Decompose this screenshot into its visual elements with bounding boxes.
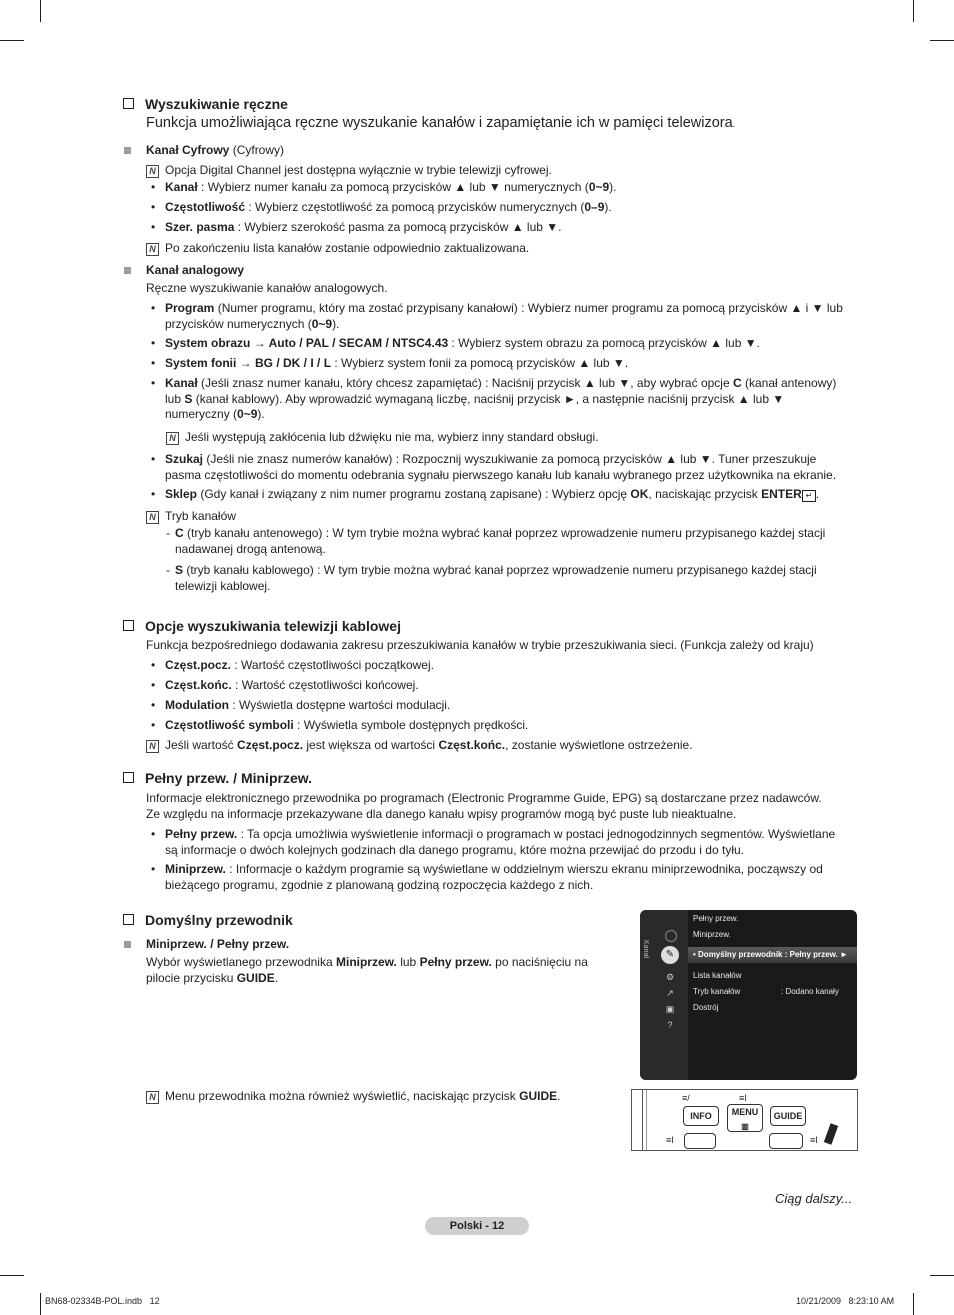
menu-item-full-guide[interactable]: Pełny przew. (693, 914, 739, 923)
note-icon: N (146, 511, 159, 524)
subtitle-icon: ≡/ (682, 1093, 690, 1103)
square-bullet-icon (124, 147, 131, 154)
analog-note: Jeśli występują zakłócenia lub dźwięku nie ma, wybierz inny standard obsługi. (185, 430, 599, 444)
crop-mark (0, 40, 24, 41)
default-guide-heading: Miniprzew. / Pełny przew. (146, 937, 290, 951)
section-title-text: Domyślny przewodnik (145, 912, 293, 928)
crop-mark (913, 0, 914, 22)
checkbox-bullet-icon (123, 772, 134, 783)
crop-mark (40, 1293, 41, 1315)
menu-item-channel-list[interactable]: Lista kanałów (693, 971, 742, 980)
subtitle-text: Funkcja umożliwiająca ręczne wyszukanie kanałów i zapamiętanie ich w pamięci telewizora (146, 115, 733, 131)
note-icon: N (146, 243, 159, 256)
tools-button[interactable] (684, 1133, 716, 1149)
dash-icon: - (166, 526, 170, 540)
note-icon: N (146, 1091, 159, 1104)
footer-file-info: BN68-02334B-POL.indb 12 (45, 1296, 160, 1306)
checkbox-bullet-icon (123, 98, 134, 109)
continued-label: Ciąg dalszy... (775, 1191, 853, 1206)
item-start-freq: Częst.pocz. : Wartość częstotliwości początkowej. (165, 658, 434, 672)
section-title-text: Pełny przew. / Miniprzew. (145, 770, 312, 786)
checkbox-bullet-icon (123, 620, 134, 631)
crop-mark (0, 1275, 24, 1276)
application-icon: ▣ (665, 1004, 675, 1014)
crop-mark (930, 1275, 954, 1276)
bullet-icon: • (151, 487, 156, 501)
note-icon: N (146, 165, 159, 178)
item-program: Program (Numer programu, który ma zostać przypisany kanałowi) : Wybierz numer programu za pomocą przycisków ▲ i ▼ lub przycisków numerycznych (0~9). (165, 301, 843, 331)
mode-s: S (tryb kanału kablowego) : W tym trybie można wybrać kanał poprzez wprowadzenie numeru przypisanego każdej stacji telewizji kablowej. (175, 563, 817, 593)
digital-note-1: Opcja Digital Channel jest dostępna wyłącznie w trybie telewizji cyfrowej. (165, 163, 552, 177)
digital-note-2: Po zakończeniu lista kanałów zostanie odpowiednio zaktualizowana. (165, 241, 530, 255)
bullet-icon: • (151, 180, 156, 194)
remote-control-illustration (631, 1089, 858, 1151)
menu-button[interactable]: MENU ▥ (727, 1104, 763, 1132)
bullet-icon: • (151, 336, 156, 350)
text-icon: ≡I (739, 1093, 747, 1103)
menu-item-channel-mode[interactable]: Tryb kanałów (693, 987, 741, 996)
note-icon: N (166, 432, 179, 445)
pointer-hand-icon (824, 1123, 838, 1145)
bullet-icon: • (151, 301, 156, 315)
remote-edge (642, 1090, 643, 1150)
item-search: Szukaj (Jeśli nie znasz numerów kanałów) : Rozpocznij wyszukiwanie za pomocą przycisków ▲ lub ▼. Tuner przeszukuje pasma częstotliwości do momentu odebrania sygnału pierwszego kanału lub kanału wybranego przez użytkownika na ekranie. (165, 452, 837, 482)
bullet-icon: • (151, 356, 156, 370)
section-title-guide-types (123, 770, 312, 786)
item-frequency: Częstotliwość : Wybierz częstotliwość za pomocą przycisków numerycznych (0–9). (165, 200, 612, 214)
item-sound-system: System fonii → BG / DK / I / L : Wybierz system fonii za pomocą przycisków ▲ lub ▼. (165, 356, 629, 370)
cable-description: Funkcja bezpośredniego dodawania zakresu przeszukiwania kanałów w trybie przeszukiwania sieci. (Funkcja zależy od kraju) (146, 638, 814, 652)
menu-grid-icon: ▥ (741, 1122, 749, 1131)
item-analog-channel: Kanał (Jeśli znasz numer kanału, który chcesz zapamiętać) : Naciśnij przycisk ▲ lub ▼, aby wybrać opcje C (kanał antenowy) lub S (kanał kablowy). Aby wprowadzić wymaganą liczbę, naciśnij przycisk ►, a następnie naciśnij przycisk ▲ lub ▼ numeryczny (0~9). (165, 376, 837, 421)
guide-button[interactable]: GUIDE (770, 1106, 806, 1126)
bullet-icon: • (151, 376, 156, 390)
crop-mark (913, 1293, 914, 1315)
epg-description: Informacje elektronicznego przewodnika po programach (Electronic Programme Guide, EPG) są dostarczane przez nadawców. Ze względu na informacje przekazywane dla danego kanału wpisy programów mogą być puste lub nieaktualne. (146, 791, 822, 821)
square-bullet-icon (124, 267, 131, 274)
footer-timestamp: 10/21/2009 8:23:10 AM (796, 1296, 895, 1306)
crop-mark (40, 0, 41, 22)
bullet-icon: • (151, 658, 156, 672)
enter-icon: ↵ (802, 490, 816, 502)
menu-item-fine-tune[interactable]: Dostrój (693, 1003, 719, 1012)
bullet-icon: • (151, 862, 156, 876)
item-modulation: Modulation : Wyświetla dostępne wartości modulacji. (165, 698, 451, 712)
analog-channel-heading: Kanał analogowy (146, 263, 245, 277)
channel-icon: ✎ (661, 946, 679, 964)
bullet-icon: • (151, 200, 156, 214)
page-number: Polski - 12 (425, 1217, 529, 1235)
menu-category-label: Kanał (642, 940, 649, 958)
section-title-cable-search (123, 618, 401, 634)
analog-description: Ręczne wyszukiwanie kanałów analogowych. (146, 281, 388, 295)
channel-mode-label: Tryb kanałów (165, 509, 236, 523)
remote-edge (646, 1090, 647, 1150)
bullet-icon: • (151, 452, 156, 466)
mix-icon: ≡I (666, 1135, 674, 1145)
section-title-default-guide (123, 912, 293, 928)
guide-note: Menu przewodnika można również wyświetlić, naciskając przycisk GUIDE. (165, 1089, 561, 1103)
tv-channel-menu (640, 910, 857, 1080)
item-symbol-rate: Częstotliwość symboli : Wyświetla symbole dostępnych prędkości. (165, 718, 529, 732)
default-guide-description: Wybór wyświetlanego przewodnika Miniprzew. lub Pełny przew. po naciśnięciu na pilocie przycisku GUIDE. (146, 955, 588, 985)
item-store: Sklep (Gdy kanał i związany z nim numer programu zostaną zapisane) : Wybierz opcję OK, naciskając przycisk ENTER ↵ . (165, 487, 820, 501)
mode-c: C (tryb kanału antenowego) : W tym trybie można wybrać kanał poprzez wprowadzenie numeru przypisanego każdej stacji nadawanej drogą antenową. (175, 526, 826, 556)
section-title-text: Opcje wyszukiwania telewizji kablowej (145, 618, 401, 634)
checkbox-bullet-icon (123, 914, 134, 925)
cable-note: Jeśli wartość Częst.pocz. jest większa od wartości Częst.końc., zostanie wyświetlone ostrzeżenie. (165, 738, 693, 752)
bullet-icon: • (151, 827, 156, 841)
section-title-text: Wyszukiwanie ręczne (145, 96, 288, 112)
settings-icon: ⚙ (665, 972, 675, 982)
bullet-icon: • (151, 698, 156, 712)
menu-item-default-guide[interactable]: • Domyślny przewodnik : Pełny przew. ► (693, 950, 848, 959)
return-button[interactable] (769, 1133, 803, 1149)
item-bandwidth: Szer. pasma : Wybierz szerokość pasma za pomocą przycisków ▲ lub ▼. (165, 220, 562, 234)
exit-icon: ≡I (810, 1135, 818, 1145)
menu-item-mini-guide[interactable]: Miniprzew. (693, 930, 731, 939)
dash-icon: - (166, 563, 170, 577)
input-icon: ↗ (666, 988, 674, 998)
digital-channel-heading: Kanał Cyfrowy (Cyfrowy) (146, 143, 285, 157)
menu-sidebar (640, 910, 688, 1080)
item-picture-system: System obrazu → Auto / PAL / SECAM / NTSC4.43 : Wybierz system obrazu za pomocą przycisków ▲ lub ▼. (165, 336, 760, 350)
bullet-icon: • (151, 678, 156, 692)
menu-item-channel-mode-value: : Dodano kanały (781, 987, 839, 996)
item-full-guide: Pełny przew. : Ta opcja umożliwia wyświetlenie informacji o programach w postaci jednogodzinnych segmentów. Wyświetlane są informacje o dwóch kolejnych godzinach dla danego programu, które można przewijać do przodu i do tyłu. (165, 827, 836, 857)
item-end-freq: Częst.końc. : Wartość częstotliwości końcowej. (165, 678, 419, 692)
square-bullet-icon (124, 941, 131, 948)
section-subtitle: Funkcja umożliwiająca ręczne wyszukanie kanałów i zapamiętanie ich w pamięci telewizora. (146, 115, 736, 131)
section-title-manual-search (123, 96, 288, 112)
crop-mark (930, 40, 954, 41)
bullet-icon: • (151, 718, 156, 732)
support-icon: ? (667, 1020, 673, 1030)
picture-icon (665, 930, 677, 942)
note-icon: N (146, 740, 159, 753)
item-mini-guide: Miniprzew. : Informacje o każdym programie są wyświetlane w oddzielnym wierszu ekranu miniprzewodnika, począwszy od bieżącego programu, zgodnie z planowaną godziną rozpoczęcia każdego z nich. (165, 862, 823, 892)
info-button[interactable]: INFO (683, 1106, 719, 1126)
bullet-icon: • (151, 220, 156, 234)
item-channel: Kanał : Wybierz numer kanału za pomocą przycisków ▲ lub ▼ numerycznych (0~9). (165, 180, 617, 194)
